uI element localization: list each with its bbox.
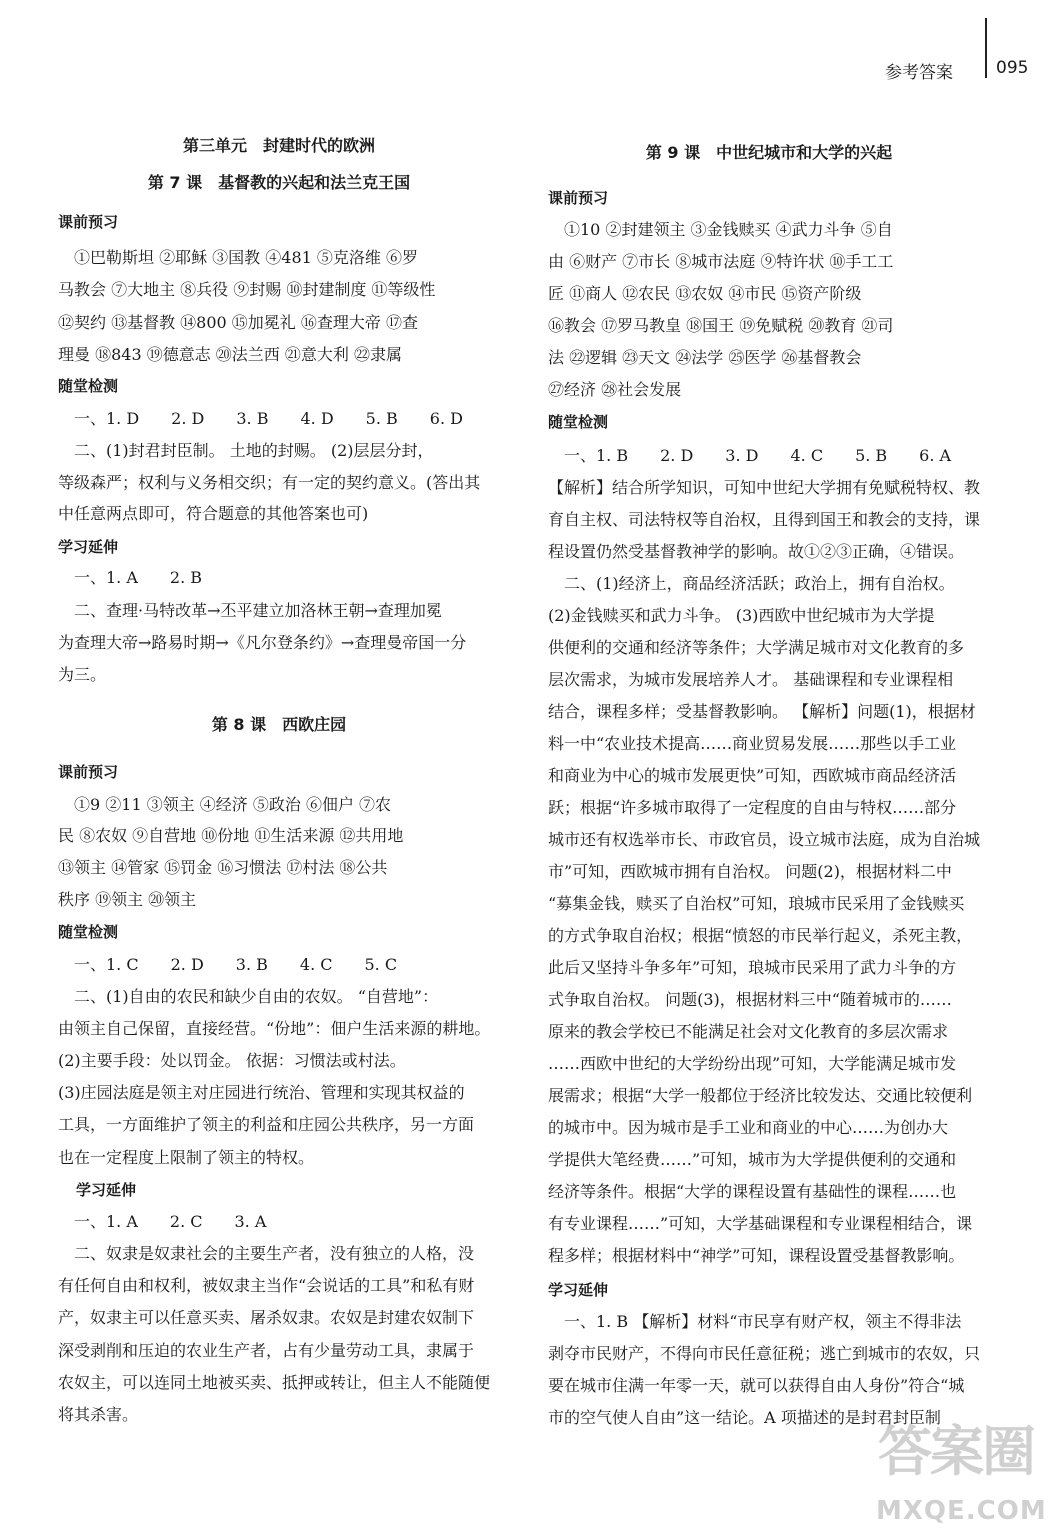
l9-check-line: 的城市中。因为城市是手工业和商业的中心……为创办大 <box>548 1118 949 1137</box>
l8-extension-line: 农奴主，可以连同土地被买卖、抵押或转让，但主人不能随便 <box>58 1373 491 1392</box>
l9-preview-line: ⑯教会 ⑰罗马教皇 ⑱国王 ⑲免赋税 ⑳教育 ㉑司 <box>548 316 894 335</box>
l9-preview-line: 法 ㉒逻辑 ㉓天文 ㉔法学 ㉕医学 ㉖基督教会 <box>548 348 862 367</box>
l8-extension-line: 有任何自由和权利，被奴隶主当作“会说话的工具”和私有财 <box>58 1276 475 1295</box>
l8-preview-line: ①9 ②11 ③领主 ④经济 ⑤政治 ⑥佃户 ⑦农 <box>58 795 392 814</box>
l9-check-line: 跃；根据“许多城市取得了一定程度的自由与特权……部分 <box>548 798 957 817</box>
l9-extension-line: 一、1. B 【解析】材料“市民享有财产权，领主不得非法 <box>548 1312 962 1331</box>
l9-check-line: 的方式争取自治权；根据“愤怒的市民举行起义，杀死主教， <box>548 926 973 945</box>
l7-check-line: 二、(1)封君封臣制。 土地的封赐。 (2)层层分封， <box>58 441 434 460</box>
l8-check-line: 由领主自己保留，直接经营。“份地”：佃户生活来源的耕地。 <box>58 1019 491 1038</box>
l7-preview-line: ①巴勒斯坦 ②耶稣 ③国教 ④481 ⑤克洛维 ⑥罗 <box>58 248 418 267</box>
l8-check-line: 也在一定程度上限制了领主的特权。 <box>58 1148 315 1167</box>
l8-check-heading: 随堂检测 <box>58 923 119 941</box>
l9-check-line: 市”可知，西欧城市拥有自治权。 问题(2)，根据材料二中 <box>548 862 952 881</box>
l7-check-line: 等级森严；权利与义务相交织；有一定的契约意义。(答出其 <box>58 473 481 492</box>
l9-check-line: “募集金钱，赎买了自治权”可知，琅城市民采用了金钱赎买 <box>548 894 965 913</box>
l7-check-line: 中任意两点即可，符合题意的其他答案也可) <box>58 504 369 523</box>
unit-title: 第三单元 封建时代的欧洲 <box>182 136 375 155</box>
site-watermark <box>876 1412 1047 1530</box>
l9-check-line: 料一中“农业技术提高……商业贸易发展……那些以手工业 <box>548 734 957 753</box>
l7-extension-line: 一、1. A 2. B <box>58 568 203 587</box>
l8-check-line: 工具，一方面维护了领主的利益和庄园公共秩序，另一方面 <box>58 1115 475 1134</box>
header-divider <box>985 18 987 78</box>
l7-preview-line: ⑫契约 ⑬基督教 ⑭800 ⑮加冕礼 ⑯查理大帝 ⑰查 <box>58 313 418 332</box>
l8-preview-line: ⑬领主 ⑭管家 ⑮罚金 ⑯习惯法 ⑰村法 ⑱公共 <box>58 858 388 877</box>
l9-check-heading: 随堂检测 <box>548 413 609 431</box>
l9-check-line: (2)金钱赎买和武力斗争。 (3)西欧中世纪城市为大学提 <box>548 606 935 625</box>
lesson-7-title: 第 7 课 基督教的兴起和法兰克王国 <box>147 173 411 192</box>
l9-preview-line: 由 ⑥财产 ⑦市长 ⑧城市法庭 ⑨特许状 ⑩手工工 <box>548 252 894 271</box>
l9-check-line: 展需求；根据“大学一般都位于经济比较发达、交通比较便利 <box>548 1086 973 1105</box>
l9-extension-line: 市的空气使人自由”这一结论。A 项描述的是封君封臣制 <box>548 1408 941 1427</box>
l8-check-line: 二、(1)自由的农民和缺少自由的农奴。 “自营地”： <box>58 987 439 1006</box>
l8-extension-heading: 学习延伸 <box>76 1181 137 1199</box>
l7-preview-line: 马教会 ⑦大地主 ⑧兵役 ⑨封赐 ⑩封建制度 ⑪等级性 <box>58 280 436 299</box>
l8-preview-line: 秩序 ⑲领主 ⑳领主 <box>58 890 197 909</box>
l7-extension-line: 二、查理·马特改革→丕平建立加洛林王朝→查理加冕 <box>58 601 442 620</box>
l9-check-line: 式争取自治权。 问题(3)，根据材料三中“随着城市的…… <box>548 990 952 1009</box>
page-number: 095 <box>996 58 1029 78</box>
l9-check-line: 结合，课程多样；受基督教影响。 【解析】问题(1)，根据材 <box>548 702 976 721</box>
l7-preview-heading: 课前预习 <box>58 213 119 231</box>
l9-check-line: 学提供大笔经费……”可知，城市为大学提供便利的交通和 <box>548 1150 957 1169</box>
l9-preview-line: ㉗经济 ㉘社会发展 <box>548 380 682 399</box>
l8-check-line: (2)主要手段：处以罚金。 依据：习惯法或村法。 <box>58 1051 406 1070</box>
l9-preview-line: ①10 ②封建领主 ③金钱赎买 ④武力斗争 ⑤自 <box>548 220 893 239</box>
l9-check-line: 和商业为中心的城市发展更快”可知，西欧城市商品经济活 <box>548 766 957 785</box>
l9-check-line: 城市还有权选举市长、市政官员，设立城市法庭，成为自治城 <box>548 830 981 849</box>
lesson-8-title: 第 8 课 西欧庄园 <box>211 715 347 734</box>
l9-check-line: 程多样；根据材料中“神学”可知，课程设置受基督教影响。 <box>548 1246 965 1265</box>
l9-check-line: ……西欧中世纪的大学纷纷出现”可知，大学能满足城市发 <box>548 1054 957 1073</box>
l9-check-line: 一、1. B 2. D 3. D 4. C 5. B 6. A <box>548 446 952 465</box>
l8-extension-line: 二、奴隶是奴隶社会的主要生产者，没有独立的人格，没 <box>58 1244 475 1263</box>
l9-check-line: 此后又坚持斗争多年”可知，琅城市民采用了武力斗争的方 <box>548 958 957 977</box>
l7-extension-line: 为三。 <box>58 665 107 684</box>
l8-extension-line: 深受剥削和压迫的农业生产者，占有少量劳动工具，隶属于 <box>58 1341 475 1360</box>
l9-extension-heading: 学习延伸 <box>548 1281 609 1299</box>
watermark-text: MXQE.COM <box>876 1496 1047 1526</box>
l9-preview-heading: 课前预习 <box>548 189 609 207</box>
l9-extension-line: 剥夺市民财产，不得向市民任意征税；逃亡到城市的农奴，只 <box>548 1344 981 1363</box>
header-title: 参考答案 <box>885 63 953 83</box>
l8-extension-line: 一、1. A 2. C 3. A <box>58 1212 267 1231</box>
l9-check-line: 育自主权、司法特权等自治权，且得到国王和教会的支持，课 <box>548 510 981 529</box>
l8-extension-line: 将其杀害。 <box>58 1405 139 1424</box>
l9-check-line: 二、(1)经济上，商品经济活跃；政治上，拥有自治权。 <box>548 574 955 593</box>
watermark-logo: 答案圈 <box>878 1420 1034 1483</box>
l9-check-line: 层次需求，为城市发展培养人才。 基础课程和专业课程相 <box>548 670 954 689</box>
l7-check-line: 一、1. D 2. D 3. B 4. D 5. B 6. D <box>58 409 463 428</box>
l8-extension-line: 产，奴隶主可以任意买卖、屠杀奴隶。农奴是封建农奴制下 <box>58 1308 475 1327</box>
l7-check-heading: 随堂检测 <box>58 377 119 395</box>
l9-check-line: 程设置仍然受基督教神学的影响。故①②③正确，④错误。 <box>548 542 965 561</box>
l9-check-line: 【解析】结合所学知识，可知中世纪大学拥有免赋税特权、教 <box>548 478 981 497</box>
l8-check-line: 一、1. C 2. D 3. B 4. C 5. C <box>58 955 398 974</box>
l8-check-line: (3)庄园法庭是领主对庄园进行统治、管理和实现其权益的 <box>58 1083 465 1102</box>
l9-check-line: 有专业课程……”可知，大学基础课程和专业课程相结合，课 <box>548 1214 973 1233</box>
l9-check-line: 供便利的交通和经济等条件；大学满足城市对文化教育的多 <box>548 638 965 657</box>
l9-preview-line: 匠 ⑪商人 ⑫农民 ⑬农奴 ⑭市民 ⑮资产阶级 <box>548 284 862 303</box>
l9-extension-line: 要在城市住满一年零一天，就可以获得自由人身份”符合“城 <box>548 1376 965 1395</box>
l7-extension-line: 为查理大帝→路易时期→《凡尔登条约》→查理曼帝国一分 <box>58 633 467 652</box>
l9-check-line: 经济等条件。根据“大学的课程设置有基础性的课程……也 <box>548 1182 957 1201</box>
l8-preview-line: 民 ⑧农奴 ⑨自营地 ⑩份地 ⑪生活来源 ⑫共用地 <box>58 826 404 845</box>
l9-check-line: 原来的教会学校已不能满足社会对文化教育的多层次需求 <box>548 1022 949 1041</box>
l8-preview-heading: 课前预习 <box>58 763 119 781</box>
lesson-9-title: 第 9 课 中世纪城市和大学的兴起 <box>645 143 893 162</box>
l7-preview-line: 理曼 ⑱843 ⑲德意志 ⑳法兰西 ㉑意大利 ㉒隶属 <box>58 345 402 364</box>
l7-extension-heading: 学习延伸 <box>58 538 119 556</box>
